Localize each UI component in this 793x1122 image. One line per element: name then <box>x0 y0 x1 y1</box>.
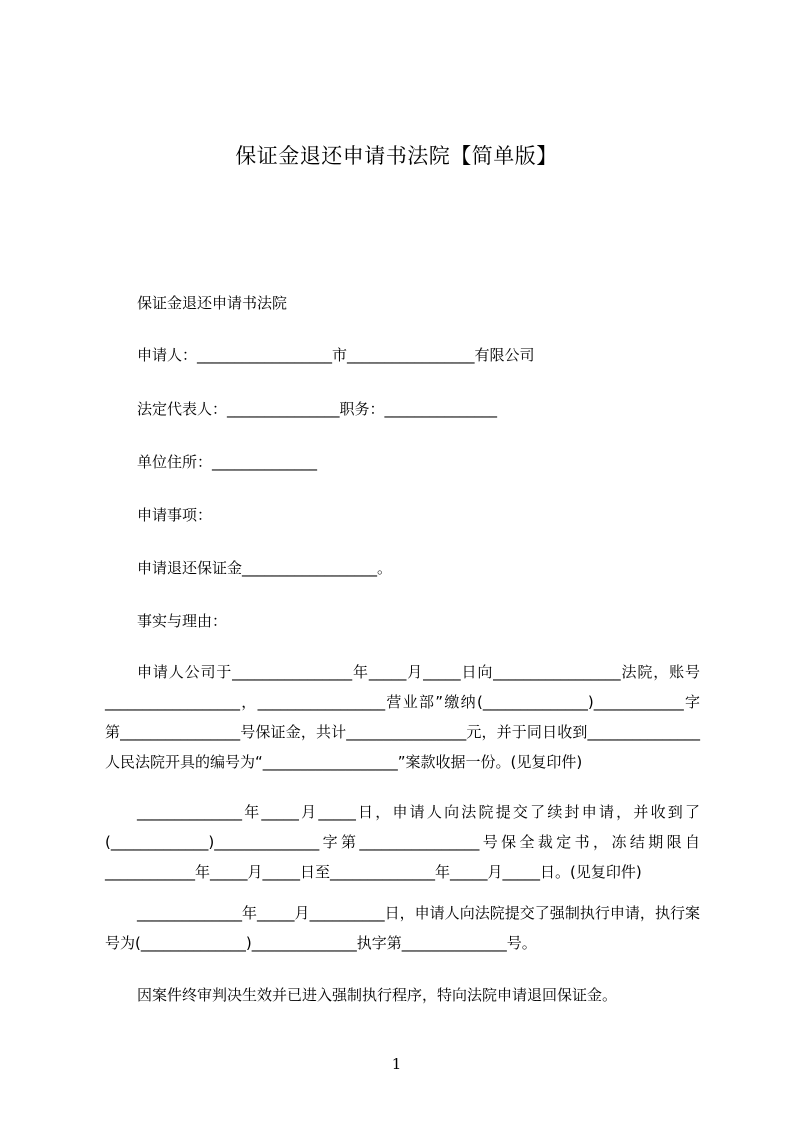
facts-paragraph-1: 申请人公司于________________年_____月_____日向_________________法院，账号__________________，_________________营业部”缴纳(______________)____________字第________________号保证金，共计________________元，并于同日收到_______________人民法院开具的编号为“__________________”案款收据一份。(见复印件) <box>105 663 700 771</box>
facts-paragraph-4: 因案件终审判决生效并已进入强制执行程序，特向法院申请退回保证金。 <box>137 986 618 1004</box>
facts-paragraph-3: ______________年_____月__________日，申请人向法院提交了强制执行申请，执行案号为(______________)______________执字第______________号。 <box>105 904 700 952</box>
request-line: 申请退还保证金__________________。 <box>137 559 393 577</box>
matters-label: 申请事项： <box>137 506 213 524</box>
facts-paragraph-2: ______________年_____月_____日，申请人向法院提交了续封申请，并收到了(_____________)______________字第________________号保全裁定书，冻结期限自____________年_____月_____日至______________年_____月_____日。(见复印件) <box>105 803 700 881</box>
document-heading: 保证金退还申请书法院 <box>137 294 288 312</box>
page-number: 1 <box>391 1055 402 1073</box>
address-line: 单位住所：______________ <box>137 453 318 471</box>
applicant-line: 申请人：__________________市_________________有限公司 <box>137 346 535 364</box>
facts-label: 事实与理由： <box>137 612 228 630</box>
legal-representative-line: 法定代表人：_______________职务：_______________ <box>137 400 498 418</box>
document-title: 保证金退还申请书法院【简单版】 <box>235 144 558 168</box>
